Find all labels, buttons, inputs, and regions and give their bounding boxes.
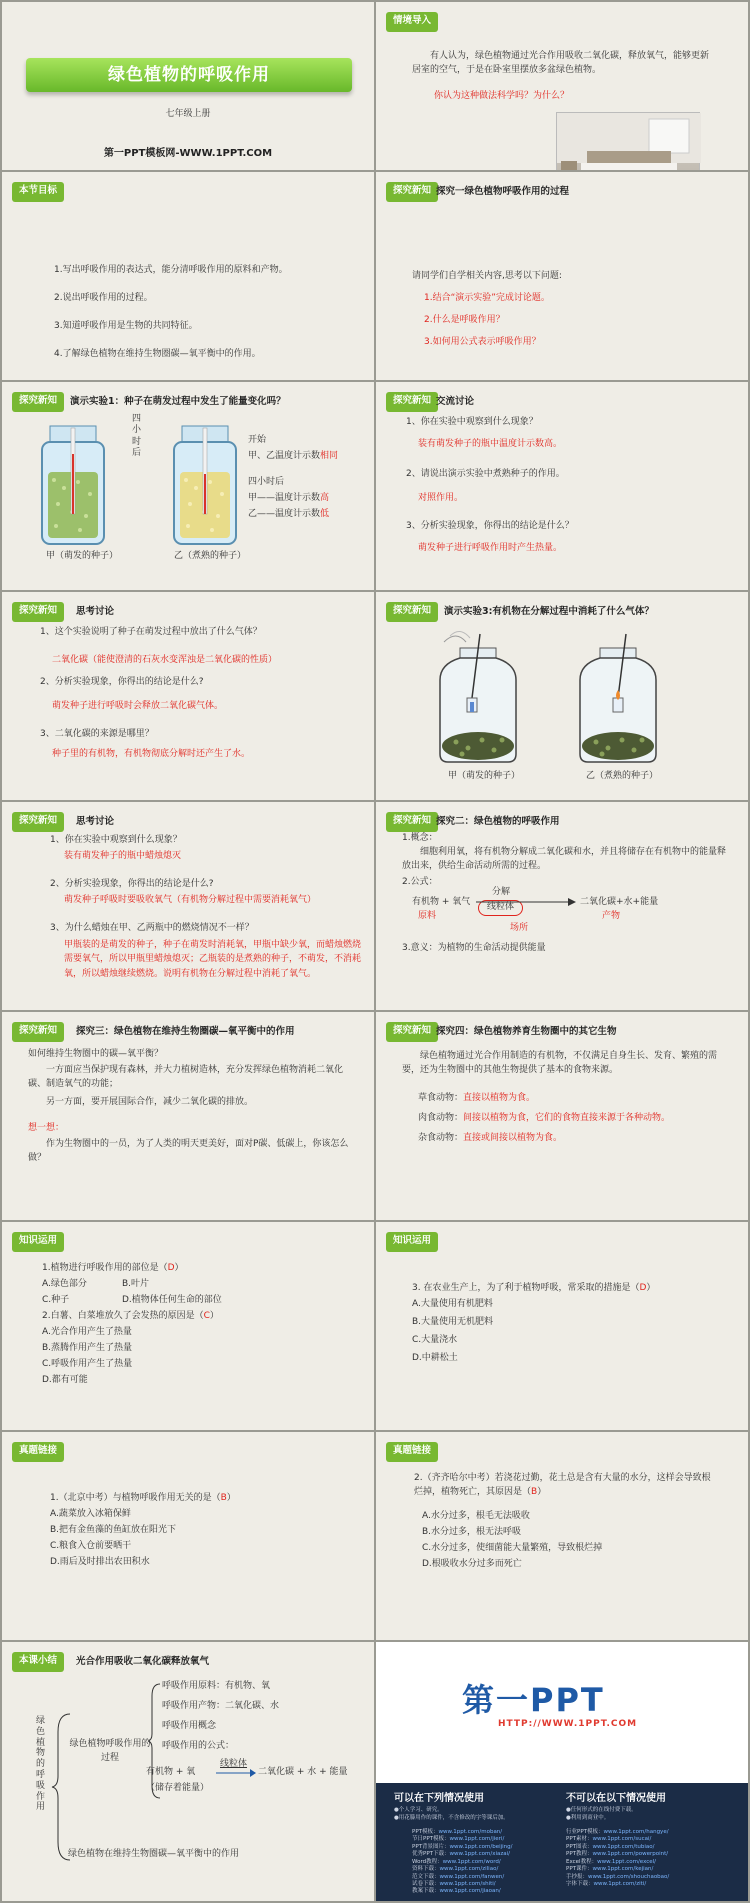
resource-link[interactable]: www.1ppt.com/powerpoint/ — [592, 1851, 669, 1858]
intro-text: 有人认为，绿色植物通过光合作用吸收二氧化碳，释放氧气，能够更新居室的空气，于是在卧室里摆放多盆绿色植物。 — [412, 51, 710, 75]
slide-explore-2 — [376, 802, 748, 1010]
para: 另一方面，要开展国际合作，减少二氧化碳的排放。 — [46, 1097, 254, 1107]
summary-branch: 绿色植物呼吸作用的过程 — [69, 1739, 151, 1763]
resource-link-row — [566, 1859, 669, 1866]
question: 3、为什么蜡烛在甲、乙两瓶中的燃烧情况不一样？ — [50, 923, 254, 933]
resource-link[interactable]: www.1ppt.com/ziliao/ — [439, 1866, 499, 1873]
after-label: 四小时后 — [248, 477, 285, 487]
resource-link-label: PPT课件： — [566, 1866, 593, 1873]
link-list — [412, 1829, 513, 1896]
section-tag: 探究新知 — [386, 182, 438, 202]
formula-place: 场所 — [510, 923, 529, 933]
slide-heading: 探究二：绿色植物的呼吸作用 — [436, 816, 560, 827]
resource-link-row — [412, 1888, 513, 1895]
quiz-answer: B — [531, 1486, 538, 1497]
resource-link[interactable]: www.1ppt.com/hangye/ — [603, 1829, 669, 1835]
time-vertical-label: 四小时后 — [132, 414, 142, 458]
question: 1、你在实验中观察到什么现象？ — [406, 417, 538, 427]
resource-link-label: 范文下载： — [412, 1873, 440, 1880]
section-tag: 探究新知 — [12, 1022, 64, 1042]
animal-desc: 直接以植物为食。 — [463, 1093, 536, 1103]
caption-jia: 甲（萌发的种子） — [448, 771, 521, 781]
resource-link-row — [412, 1851, 513, 1858]
goal-item: 3.知道呼吸作用是生物的共同特征。 — [54, 321, 198, 331]
usage-allowed-heading: 可以在下列情况使用 — [394, 1793, 484, 1804]
quiz-question: 3. 在农业生产上，为了利于植物呼吸，常采取的措施是（ — [412, 1283, 640, 1293]
question: 1、你在实验中观察到什么现象？ — [50, 835, 182, 845]
resource-link[interactable]: www.1ppt.com/xiazai/ — [449, 1851, 511, 1858]
section-tag: 知识运用 — [386, 1232, 438, 1252]
resource-link[interactable]: www.1ppt.com/shouchaobao/ — [588, 1873, 670, 1880]
answer: 二氧化碳（能使澄清的石灰水变浑浊是二氧化碳的性质） — [52, 655, 278, 665]
quiz-option: D.根吸收水分过多而死亡 — [422, 1559, 522, 1569]
resource-link-label: PPT背景图片： — [412, 1843, 450, 1850]
resource-link-label: Word教程： — [412, 1858, 443, 1865]
quiz-answer: D — [639, 1283, 647, 1293]
brace-icon — [50, 1712, 74, 1862]
formula-label: 2.公式： — [402, 877, 438, 887]
resource-link[interactable]: www.1ppt.com/ziti/ — [593, 1880, 647, 1887]
quiz-option: B.叶片 — [122, 1279, 150, 1289]
resource-link-row — [566, 1874, 669, 1881]
resource-link-label: PPT素材： — [566, 1836, 593, 1843]
formula-material: 原料 — [418, 911, 437, 921]
quiz-option: C.呼吸作用产生了热量 — [42, 1359, 133, 1369]
quiz-question: 2.（齐齐哈尔中考）若浇花过勤，花土总是含有大量的水分，这样会导致根烂掉，植物死亡，其原因是（ — [414, 1473, 711, 1497]
formula-product: 产物 — [602, 911, 621, 921]
answer: 装有萌发种子的瓶中温度计示数高。 — [418, 439, 563, 449]
quiz-option: B.把有金鱼藻的鱼缸放在阳光下 — [50, 1525, 177, 1535]
question-item: 2.什么是呼吸作用？ — [424, 315, 505, 325]
quiz-option: C.大量浇水 — [412, 1335, 458, 1345]
resource-link-row — [412, 1836, 513, 1843]
arrow-icon — [476, 896, 576, 908]
brand-url: HTTP://WWW.1PPT.COM — [498, 1719, 638, 1729]
section-tag: 本节目标 — [12, 182, 64, 202]
quiz-option: A.绿色部分 — [42, 1279, 87, 1289]
quiz-option: B.大量使用无机肥料 — [412, 1317, 494, 1327]
summary-root: 绿色植物的呼吸作用 — [36, 1716, 46, 1813]
jar-yi-icon — [576, 628, 660, 768]
quiz-option: C.种子 — [42, 1295, 70, 1305]
section-tag: 探究新知 — [12, 602, 64, 622]
quiz-option: A.光合作用产生了热量 — [42, 1327, 132, 1337]
slide-heading: 思考讨论 — [76, 606, 115, 617]
quiz-question: 2.白薯、白菜堆放久了会发热的原因是（ — [42, 1311, 204, 1321]
resource-link-row — [566, 1866, 669, 1873]
section-tag: 情境导入 — [386, 12, 438, 32]
summary-item: 呼吸作用产物：二氧化碳、水 — [162, 1701, 280, 1711]
quiz-answer: C — [203, 1311, 210, 1321]
section-tag: 本课小结 — [12, 1652, 64, 1672]
main-title: 绿色植物的呼吸作用 — [26, 58, 352, 92]
section-tag: 真题链接 — [386, 1442, 438, 1462]
quiz-option: D.植物体任何生命的部位 — [122, 1295, 222, 1305]
quiz-question: 1.（北京中考）与植物呼吸作用无关的是（ — [50, 1493, 221, 1503]
summary-formula-mito: 线粒体 — [220, 1759, 248, 1769]
animal-type: 杂食动物： — [418, 1133, 464, 1143]
question: 2、请说出演示实验中煮熟种子的作用。 — [406, 469, 565, 479]
resource-link[interactable]: www.1ppt.com/beijing/ — [449, 1843, 513, 1850]
quiz-option: A.水分过多，根毛无法吸收 — [422, 1511, 530, 1521]
resource-link[interactable]: www.1ppt.com/jiaoan/ — [439, 1888, 501, 1895]
answer: 种子里的有机物，有机物彻底分解时还产生了水。 — [52, 749, 251, 759]
resource-link-row — [566, 1851, 669, 1858]
resource-link-label: 字体下载： — [566, 1880, 594, 1887]
resource-link[interactable]: www.1ppt.com/fanwen/ — [439, 1873, 505, 1880]
concept-label: 1.概念： — [402, 833, 438, 843]
resource-link-label: 优秀PPT下载： — [412, 1851, 450, 1858]
animal-desc: 间接以植物为食，它们的食物直接来源于各种动物。 — [463, 1113, 671, 1123]
quiz-answer: D — [167, 1263, 175, 1273]
meaning: 3.意义：为植物的生命活动提供能量 — [402, 943, 546, 953]
slide-practice-2: 知识运用 3. 在农业生产上，为了利于植物呼吸，常采取的措施是（D） A.大量使用有机肥料 B.大量使用无机肥料 C.大量浇水 D.中耕松土 — [376, 1222, 748, 1430]
resource-link-row — [412, 1874, 513, 1881]
animal-desc: 直接或间接以植物为食。 — [463, 1133, 563, 1143]
site-label: 第一PPT模板网-WWW.1PPT.COM — [103, 148, 273, 159]
jar-jia-icon — [436, 628, 520, 768]
answer: 装有萌发种子的瓶中蜡烛熄灭 — [64, 851, 182, 861]
resource-link-label: 教案下载： — [412, 1888, 440, 1895]
animal-type: 草食动物： — [418, 1093, 464, 1103]
intro-text: 请同学们自学相关内容,思考以下问题: — [412, 271, 562, 281]
summary-item: 呼吸作用原料：有机物、氧 — [162, 1681, 271, 1691]
slide-explore-1 — [376, 172, 748, 380]
question: 2、分析实验现象，你得出的结论是什么? — [50, 879, 214, 889]
usage-panel: 可以在下列情况使用 ●个人学习、研究。 ●用花籐用作的课件，不含修改的字等课后加。 不可以在以下情况使用 ●任何形式的在线付费下载。 ●利用到商业中。 PPT模板：www.1ppt.com/moban/ 节日PPT模板：www.1ppt.com/jieri/ PPT背景图片：www.1ppt.com/beijing/ 优秀PPT下载：www.1ppt.com/xiazai/ Word教程：www.1ppt.com/word/ 资料下载：www.1ppt.com/ziliao/ 范文下载：www.1ppt.com/fanwen/ 试卷下载：www.1ppt.com/shiti/ 教案下载：www.1ppt.com/jiaoan/ 行业PPT模板：www.1ppt.com/hangye/ PPT素材：www.1ppt.com/sucai/ PPT图表：www.1ppt.com/tubiao/ PPT教程：www.1ppt.com/powerpoint/ Excel教程：www.1ppt.com/excel/ PPT课件：www.1ppt.com/kejian/ 手抄报：www.1ppt.com/shouchaobao/ 字体下载：www.1ppt.com/ziti/ — [376, 1783, 748, 1901]
quiz-option: B.蒸腾作用产生了热量 — [42, 1343, 133, 1353]
summary-formula-left: 有机物 + 氧 — [146, 1767, 196, 1777]
link-list — [566, 1829, 669, 1888]
resource-link[interactable]: www.1ppt.com/shiti/ — [439, 1880, 496, 1887]
resource-link-label: 手抄报： — [566, 1873, 589, 1880]
resource-link[interactable]: www.1ppt.com/excel/ — [597, 1858, 657, 1865]
resource-link[interactable]: www.1ppt.com/jieri/ — [449, 1836, 505, 1843]
question-item: 3.如何用公式表示呼吸作用？ — [424, 337, 541, 347]
resource-link-label: 资料下载： — [412, 1866, 440, 1873]
section-tag: 探究新知 — [12, 812, 64, 832]
para: 作为生物圈中的一员，为了人类的明天更美好，面对P碳、低碳上，你该怎么做？ — [28, 1139, 349, 1163]
formula-left: 有机物 + 氧气 — [412, 897, 471, 907]
slide-exam-1: 真题链接 1.（北京中考）与植物呼吸作用无关的是（B） A.蔬菜放入冰箱保鲜 B.把有金鱼藻的鱼缸放在阳光下 C.粮食入仓前要晒干 D.雨后及时排出农田积水 — [2, 1432, 374, 1640]
slide-heading: 演示实验3:有机物在分解过程中消耗了什么气体？ — [444, 606, 654, 617]
answer: 萌发种子进行呼吸时会释放二氧化碳气体。 — [52, 701, 224, 711]
slide-heading: 光合作用吸收二氧化碳释放氧气 — [76, 1656, 210, 1667]
section-tag: 探究新知 — [12, 392, 64, 412]
answer: 萌发种子呼吸时要吸收氧气（有机物分解过程中需要消耗氧气） — [64, 895, 317, 905]
resource-link-row — [566, 1836, 669, 1843]
usage-forbidden-heading: 不可以在以下情况使用 — [566, 1793, 666, 1804]
caption-yi: 乙（煮熟的种子） — [174, 551, 247, 561]
formula-decomp: 分解 — [492, 887, 511, 897]
slide-think-1 — [2, 592, 374, 800]
goal-item: 2.说出呼吸作用的过程。 — [54, 293, 153, 303]
intro-question: 你认为这种做法科学吗？为什么？ — [434, 91, 570, 101]
resource-link[interactable]: www.1ppt.com/word/ — [442, 1858, 501, 1865]
brand-logo: 第一PPT — [462, 1681, 605, 1719]
quiz-option: A.蔬菜放入冰箱保鲜 — [50, 1509, 131, 1519]
resource-link[interactable]: www.1ppt.com/tubiao/ — [592, 1843, 655, 1850]
question-item: 1.结合“演示实验”完成讨论题。 — [424, 293, 550, 303]
thermos-jia-icon — [38, 424, 108, 548]
slide-explore-3 — [2, 1012, 374, 1220]
resource-link-label: PPT教程： — [566, 1851, 593, 1858]
jia-result: 高 — [320, 493, 330, 503]
section-tag: 探究新知 — [386, 392, 438, 412]
resource-link-label: 行业PPT模板： — [566, 1829, 604, 1835]
para: 如何维持生物圈中的碳—氧平衡？ — [28, 1049, 164, 1059]
quiz-option: C.粮食入仓前要晒干 — [50, 1541, 132, 1551]
resource-link-label: PPT模板： — [412, 1829, 439, 1835]
quiz-option: B.水分过多，根无法呼吸 — [422, 1527, 522, 1537]
yi-result: 低 — [320, 509, 330, 519]
question: 1、这个实验说明了种子在萌发过程中放出了什么气体？ — [40, 627, 262, 637]
resource-link[interactable]: www.1ppt.com/moban/ — [438, 1829, 503, 1835]
summary-item: 呼吸作用概念 — [162, 1721, 217, 1731]
summary-branch: 绿色植物在维持生物圈碳—氧平衡中的作用 — [68, 1849, 240, 1859]
resource-link-label: Excel教程： — [566, 1858, 598, 1865]
start-line: 甲、乙温度计示数 — [248, 451, 321, 461]
summary-item: 呼吸作用的公式： — [162, 1741, 235, 1751]
quiz-option: C.水分过多，使细菌能大量繁殖，导致根烂掉 — [422, 1543, 603, 1553]
grade-label: 七年级上册 — [165, 109, 211, 119]
question: 2、分析实验现象，你得出的结论是什么? — [40, 677, 204, 687]
slide-experiment-3 — [376, 592, 748, 800]
section-tag: 探究新知 — [386, 1022, 438, 1042]
quiz-question: 1.植物进行呼吸作用的部位是（ — [42, 1263, 168, 1273]
concept-text: 细胞利用氧，将有机物分解成二氧化碳和水，并且将储存在有机物中的能量释放出来，供给生命活动所需的过程。 — [402, 847, 727, 871]
slide-explore-4 — [376, 1012, 748, 1220]
bedroom-image — [556, 112, 700, 170]
start-result: 相同 — [320, 451, 339, 461]
summary-formula-note: （储存着能量） — [146, 1783, 210, 1793]
slide-heading: 演示实验1：种子在萌发过程中发生了能量变化吗？ — [70, 396, 286, 407]
slide-experiment-1 — [2, 382, 374, 590]
slide-summary — [2, 1642, 374, 1901]
thermos-yi-icon — [170, 424, 240, 548]
slide-goals — [2, 172, 374, 380]
quiz-option: D.都有可能 — [42, 1375, 88, 1385]
para: 一方面应当保护现有森林，并大力植树造林，充分发挥绿色植物消耗二氧化碳、制造氧气的功能； — [28, 1065, 344, 1089]
jia-line: 甲——温度计示数 — [248, 493, 321, 503]
formula-right: 二氧化碳+水+能量 — [580, 897, 659, 907]
animal-type: 肉食动物： — [418, 1113, 464, 1123]
caption-yi: 乙（煮熟的种子） — [586, 771, 659, 781]
answer: 甲瓶装的是萌发的种子，种子在萌发时消耗氧，甲瓶中缺少氧，而蜡烛燃烧需要氧气，所以甲瓶里蜡烛熄灭；乙瓶装的是煮熟的种子，不萌发，不消耗氧，所以蜡烛继续燃烧。说明有机物在分解过程中消耗了氧气。 — [64, 940, 362, 979]
para: 绿色植物通过光合作用制造的有机物，不仅满足自身生长、发育、繁殖的需要，还为生物圈中的其他生物提供了基本的食物来源。 — [402, 1051, 718, 1075]
slide-exam-2: 真题链接 2.（齐齐哈尔中考）若浇花过勤，花土总是含有大量的水分，这样会导致根烂掉，植物死亡，其原因是（B） A.水分过多，根毛无法吸收 B.水分过多，根无法呼吸 C.水分过多，使细菌能大量繁殖，导致根烂掉 D.根吸收水分过多而死亡 — [376, 1432, 748, 1640]
section-tag: 探究新知 — [386, 812, 438, 832]
yi-line: 乙——温度计示数 — [248, 509, 321, 519]
slide-heading: 探究四：绿色植物养育生物圈中的其它生物 — [436, 1026, 617, 1037]
quiz-option: D.中耕松土 — [412, 1353, 458, 1363]
quiz-option: A.大量使用有机肥料 — [412, 1299, 493, 1309]
resource-link-row — [412, 1866, 513, 1873]
resource-link-label: 试卷下载： — [412, 1880, 440, 1887]
slide-heading: 探究一绿色植物呼吸作用的过程 — [436, 186, 570, 197]
slide-heading: 思考讨论 — [76, 816, 115, 827]
answer: 对照作用。 — [418, 493, 464, 503]
question: 3、分析实验现象，你得出的结论是什么？ — [406, 521, 574, 531]
summary-formula-right: 二氧化碳 + 水 + 能量 — [258, 1767, 348, 1777]
resource-link-row — [566, 1881, 669, 1888]
slide-think-2 — [2, 802, 374, 1010]
start-label: 开始 — [248, 435, 267, 445]
resource-link-label: 节日PPT模板： — [412, 1836, 450, 1843]
slide-heading: 探究三：绿色植物在维持生物圈碳—氧平衡中的作用 — [76, 1026, 295, 1037]
answer: 萌发种子进行呼吸作用时产生热量。 — [418, 543, 563, 553]
think-label: 想一想： — [28, 1123, 65, 1133]
goal-item: 1.写出呼吸作用的表达式，能分清呼吸作用的原料和产物。 — [54, 265, 288, 275]
caption-jia: 甲（萌发的种子） — [46, 551, 119, 561]
goal-item: 4.了解绿色植物在维持生物圈碳—氧平衡中的作用。 — [54, 349, 261, 359]
slide-discussion-1 — [376, 382, 748, 590]
resource-link-row — [412, 1859, 513, 1866]
section-tag: 真题链接 — [12, 1442, 64, 1462]
section-tag: 知识运用 — [12, 1232, 64, 1252]
formula-mito: 线粒体 — [478, 900, 523, 916]
quiz-option: D.雨后及时排出农田积水 — [50, 1557, 150, 1567]
slide-brand — [376, 1642, 748, 1901]
quiz-answer: B — [220, 1493, 227, 1503]
arrow-icon — [216, 1768, 256, 1778]
resource-link[interactable]: www.1ppt.com/sucai/ — [592, 1836, 652, 1843]
question: 3、二氧化碳的来源是哪里？ — [40, 729, 154, 739]
slide-intro — [376, 2, 748, 170]
resource-link[interactable]: www.1ppt.com/kejian/ — [592, 1866, 654, 1873]
section-tag: 探究新知 — [386, 602, 438, 622]
slide-practice-1: 知识运用 1.植物进行呼吸作用的部位是（D） A.绿色部分 B.叶片 C.种子 D.植物体任何生命的部位 2.白薯、白菜堆放久了会发热的原因是（C） A.光合作用产生了热量 B.蒸腾作用产生了热量 C.呼吸作用产生了热量 D.都有可能 — [2, 1222, 374, 1430]
resource-link-label: PPT图表： — [566, 1843, 593, 1850]
slide-heading: 交流讨论 — [436, 396, 475, 407]
slide-title — [2, 2, 374, 170]
